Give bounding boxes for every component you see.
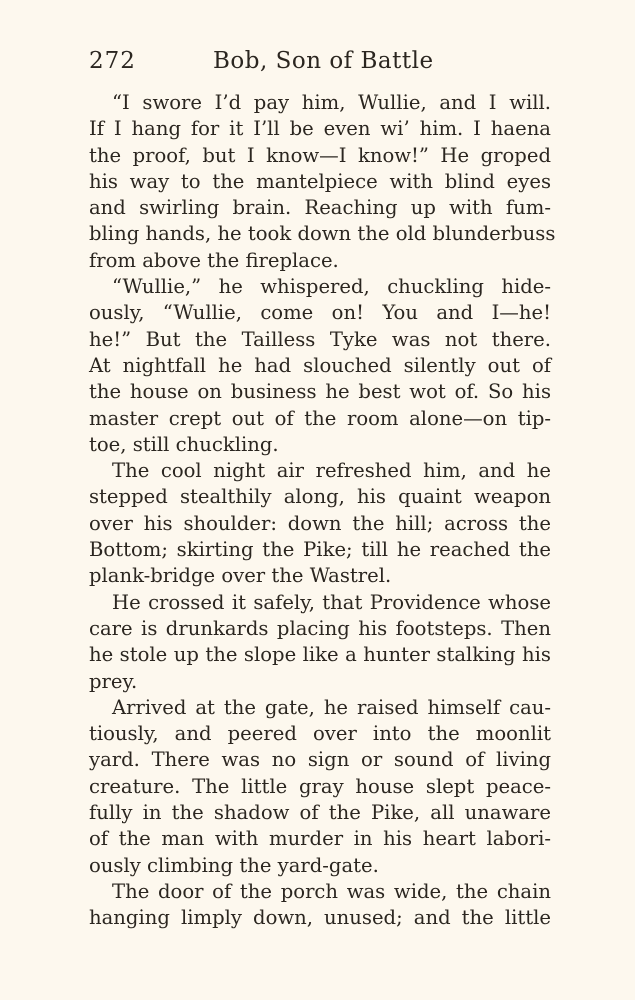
text-line: prey. xyxy=(89,669,138,693)
page-number: 272 xyxy=(89,48,136,74)
text-line: over his shoulder: down the hill; across the xyxy=(89,511,551,535)
text-line: toe, still chuckling. xyxy=(89,432,279,456)
text-line: ously, “Wullie, come on! You and I—he! xyxy=(89,301,551,325)
text-line: the proof, but I know—I know!” He groped xyxy=(89,143,551,167)
text-line: care is drunkards placing his footsteps. Then xyxy=(89,616,551,640)
text-line: tiously, and peered over into the moonlit xyxy=(89,722,551,746)
body-text xyxy=(89,90,556,932)
page-header xyxy=(89,44,547,80)
text-line: “Wullie,” he whispered, chuckling hide- xyxy=(112,275,551,299)
text-line: The cool night air refreshed him, and he xyxy=(112,459,551,483)
text-line: he stole up the slope like a hunter stalking his xyxy=(89,643,551,667)
text-line: Bottom; skirting the Pike; till he reached the xyxy=(89,538,551,562)
text-line: The door of the porch was wide, the chain xyxy=(112,879,551,903)
text-line: He crossed it safely, that Providence whose xyxy=(112,590,551,614)
text-line: If I hang for it I’ll be even wi’ him. I haena xyxy=(89,117,551,141)
text-line: his way to the mantelpiece with blind eyes xyxy=(89,169,551,193)
text-line: from above the fireplace. xyxy=(89,248,339,272)
text-line: Arrived at the gate, he raised himself cau- xyxy=(112,695,551,719)
text-line: “I swore I’d pay him, Wullie, and I will. xyxy=(112,91,551,114)
text-line: fully in the shadow of the Pike, all unaware xyxy=(89,801,551,825)
text-line: ously climbing the yard-gate. xyxy=(89,853,379,877)
text-line: yard. There was no sign or sound of living xyxy=(89,748,551,772)
text-line: At nightfall he had slouched silently out of xyxy=(89,353,551,377)
running-title: Bob, Son of Battle xyxy=(213,48,434,74)
text-line: creature. The little gray house slept peace- xyxy=(89,774,551,798)
text-line: stepped stealthily along, his quaint weapon xyxy=(89,485,551,509)
text-line: of the man with murder in his heart labori- xyxy=(89,827,551,851)
text-line: he!” But the Tailless Tyke was not there. xyxy=(89,327,551,351)
text-line: master crept out of the room alone—on tip- xyxy=(89,406,551,430)
text-line: plank-bridge over the Wastrel. xyxy=(89,564,392,588)
text-line: bling hands, he took down the old blunderbuss xyxy=(89,222,556,246)
text-line: the house on business he best wot of. So his xyxy=(89,380,551,404)
text-line: hanging limply down, unused; and the little xyxy=(89,906,551,930)
text-line: and swirling brain. Reaching up with fum- xyxy=(89,196,551,220)
